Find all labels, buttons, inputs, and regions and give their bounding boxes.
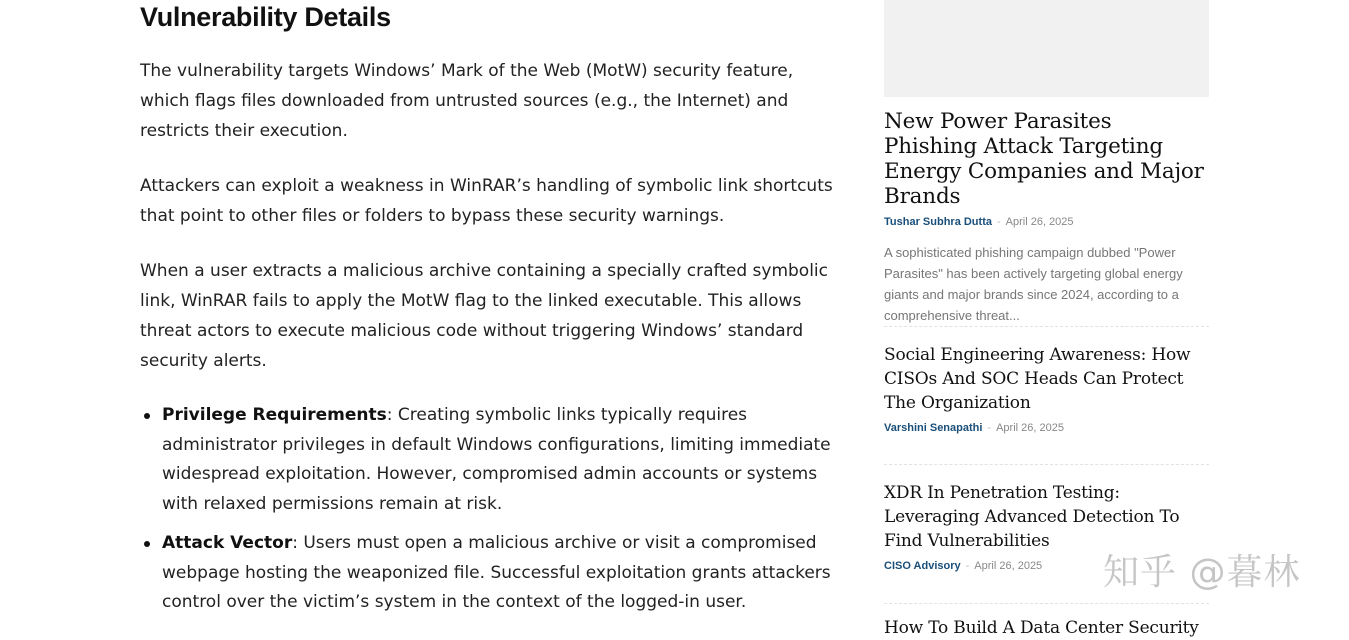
article-paragraph: Attackers can exploit a weakness in WinRAR’s handling of symbolic link shortcuts that point to other files or folders to bypass these security warnings.	[140, 176, 833, 226]
author-link[interactable]: Varshini Senapathi	[884, 422, 983, 434]
article-paragraph: When a user extracts a malicious archive containing a specially crafted symbolic link, WinRAR fails to apply the MotW flag to the linked executable. This allows threat actors to execute malicious code without triggering Windows’ standard security alerts.	[140, 261, 828, 371]
bullet-text: : Users must open a malicious archive or visit a compromised webpage hosting the weaponized file. Successful exploitation grants attackers control over the victim’s system in the context of the logged-in user.	[162, 533, 831, 612]
post-meta	[884, 214, 1209, 230]
author-link[interactable]: CISO Advisory	[884, 560, 961, 572]
list-item	[140, 401, 840, 519]
post-title-link[interactable]: Social Engineering Awareness: How CISOs And SOC Heads Can Protect The Organization	[884, 345, 1191, 413]
bullet-text: : Creating symbolic links typically requires administrator privileges in default Windows configurations, limiting immediate widespread exploitation. However, compromised admin accounts or systems with relaxed permissions remain at risk.	[162, 405, 831, 514]
watermark: 知乎 @暮林	[1103, 552, 1301, 593]
post-date: April 26, 2025	[974, 560, 1043, 572]
post-title-link[interactable]: XDR In Penetration Testing: Leveraging Advanced Detection To Find Vulnerabilities	[884, 483, 1180, 551]
bullet-term: Privilege Requirements	[162, 405, 387, 425]
divider	[884, 603, 1209, 604]
post-meta	[884, 420, 1209, 436]
post-excerpt: A sophisticated phishing campaign dubbed "Power Parasites" has been actively targeting global energy giants and major brands since 2024, according to a comprehensive threat...	[884, 245, 1183, 323]
meta-separator: -	[987, 422, 992, 434]
divider	[884, 326, 1209, 327]
post-date: April 26, 2025	[1005, 216, 1074, 228]
sidebar-post	[884, 109, 1209, 326]
sidebar-post	[884, 343, 1209, 436]
meta-separator: -	[996, 216, 1001, 228]
sidebar-post	[884, 616, 1209, 640]
section-heading: Vulnerability Details	[140, 2, 391, 32]
list-item	[140, 529, 840, 618]
post-thumbnail[interactable]	[884, 0, 1209, 97]
bullet-term: Attack Vector	[162, 533, 293, 553]
article-paragraph: The vulnerability targets Windows’ Mark of the Web (MotW) security feature, which flags files downloaded from untrusted sources (e.g., the Internet) and restricts their execution.	[140, 61, 794, 141]
post-date: April 26, 2025	[996, 422, 1064, 434]
post-title-link[interactable]: How To Build A Data Center Security	[884, 618, 1199, 638]
divider	[884, 464, 1209, 465]
post-title-link[interactable]: New Power Parasites Phishing Attack Targeting Energy Companies and Major Brands	[884, 109, 1204, 209]
meta-separator: -	[965, 560, 970, 572]
author-link[interactable]: Tushar Subhra Dutta	[884, 216, 992, 228]
bullet-list	[140, 401, 840, 618]
